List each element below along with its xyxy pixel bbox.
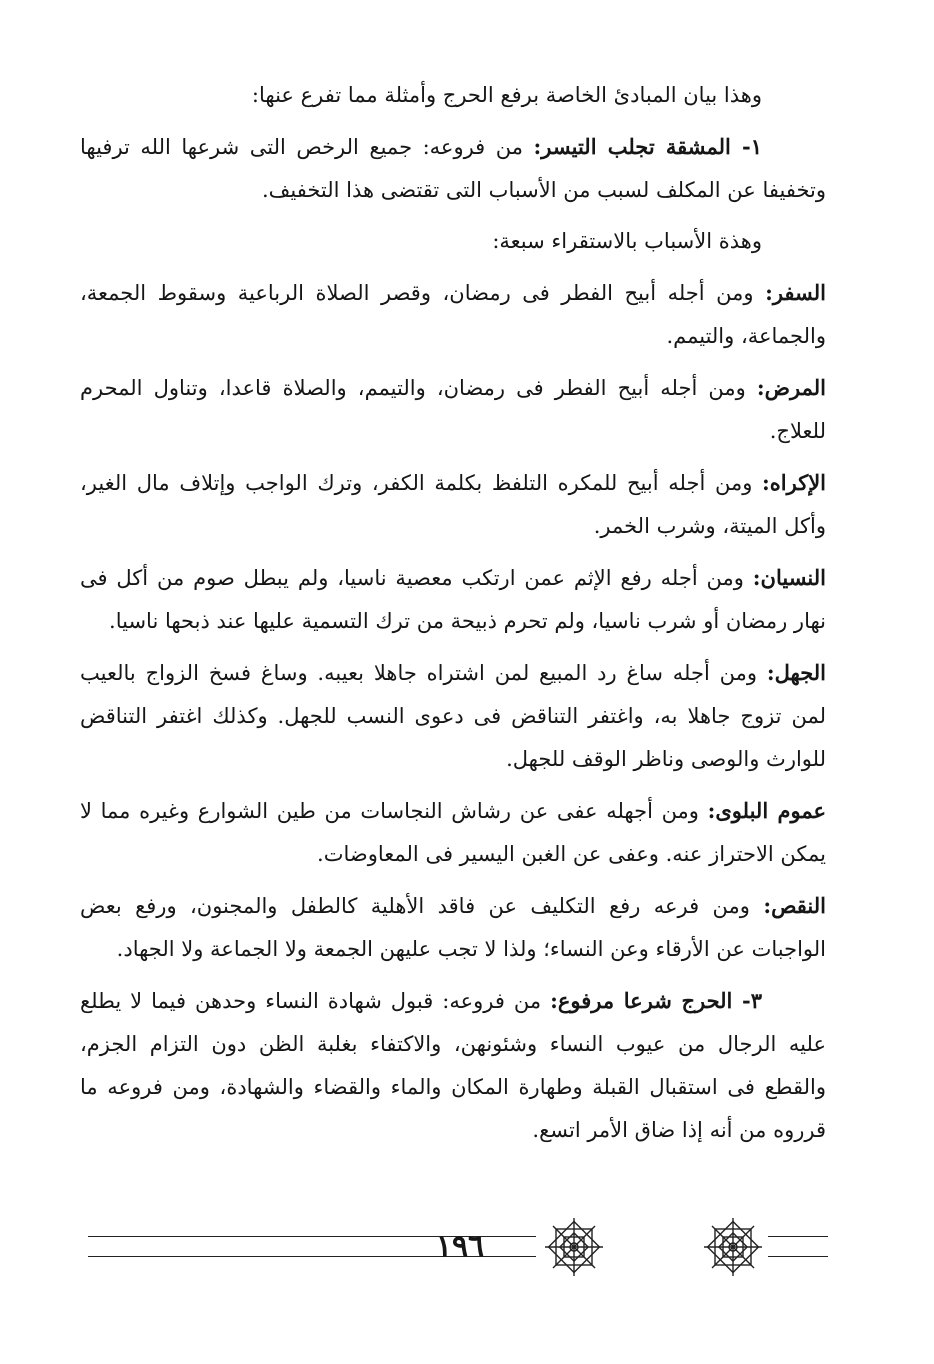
cause-coercion-term: الإكراه: xyxy=(762,470,826,495)
star-lattice-ornament-icon xyxy=(702,1216,764,1278)
cause-coercion-text: ومن أجله أبيح للمكره التلفظ بكلمة الكفر، وترك الواجب وإتلاف مال الغير، وأكل الميتة، وشرب الخمر. xyxy=(80,471,826,538)
cause-deficiency-paragraph xyxy=(80,884,826,971)
cause-deficiency-text: ومن فرعه رفع التكليف عن فاقد الأهلية كالطفل والمجنون، ورفع بعض الواجبات عن الأرقاء وعن النساء؛ ولذا لا تجب عليهن الجمعة ولا الجماعة ولا الجهاد. xyxy=(80,894,826,961)
principle-3-paragraph xyxy=(80,979,826,1152)
cause-forgetfulness-text: ومن أجله رفع الإثم عمن ارتكب معصية ناسيا، ولم يبطل صوم من أكل فى نهار رمضان أو شرب ناسيا، ولم تحرم ذبيحة من ترك التسمية عليها عند ذبحها ناسيا. xyxy=(80,566,826,633)
cause-common-affliction-term: عموم البلوى: xyxy=(707,798,826,823)
cause-coercion-paragraph xyxy=(80,461,826,548)
cause-travel-term: السفر: xyxy=(765,280,826,305)
star-lattice-ornament-icon xyxy=(543,1216,605,1278)
page-body xyxy=(80,74,826,1160)
cause-common-affliction-paragraph xyxy=(80,789,826,876)
cause-forgetfulness-term: النسيان: xyxy=(752,565,826,590)
cause-common-affliction-text: ومن أجهله عفى عن رشاش النجاسات من طين الشوارع وغيره مما لا يمكن الاحتراز عنه. وعفى عن الغبن اليسير فى المعاوضات. xyxy=(80,799,826,866)
cause-ignorance-text: ومن أجله ساغ رد المبيع لمن اشتراه جاهلا بعيبه. وساغ فسخ الزواج بالعيب لمن تزوج جاهلا به، واغتفر التناقض فى دعوى النسب للجهل. وكذلك اغتفر التناقض للوارث والوصى وناظر الوقف للجهل. xyxy=(80,661,826,771)
intro-paragraph: وهذا بيان المبادئ الخاصة برفع الحرج وأمثلة مما تفرع عنها: xyxy=(251,83,762,107)
cause-illness-text: ومن أجله أبيح الفطر فى رمضان، والتيمم، والصلاة قاعدا، وتناول المحرم للعلاج. xyxy=(80,376,826,443)
principle-1-title: ١- المشقة تجلب التيسر: xyxy=(533,134,763,159)
cause-ignorance-paragraph xyxy=(80,651,826,781)
page-footer xyxy=(88,1212,828,1282)
cause-illness-term: المرض: xyxy=(756,375,826,400)
principle-3-text: من فروعه: قبول شهادة النساء وحدهن فيما لا يطلع عليه الرجال من عيوب النساء وشئونهن، والاكتفاء بغلبة الظن دون التزام الجزم، والقطع فى استقبال القبلة وطهارة المكان والماء والقضاء والشهادة، ومن فروعه ما قرروه من أنه إذا ضاق الأمر اتسع. xyxy=(80,989,826,1142)
causes-intro-paragraph: وهذة الأسباب بالاستقراء سبعة: xyxy=(492,229,762,253)
principle-1-text: من فروعه: جميع الرخص التى شرعها الله ترفيها وتخفيفا عن المكلف لسبب من الأسباب التى تقتضى هذا التخفيف. xyxy=(80,135,826,202)
cause-illness-paragraph xyxy=(80,366,826,453)
footer-rule-right-bottom xyxy=(768,1256,828,1257)
cause-deficiency-term: النقص: xyxy=(763,893,826,918)
cause-forgetfulness-paragraph xyxy=(80,556,826,643)
principle-1-paragraph xyxy=(80,125,826,212)
page-number: ١٩٦ xyxy=(435,1229,485,1264)
cause-travel-text: ومن أجله أبيح الفطر فى رمضان، وقصر الصلاة الرباعية وسقوط الجمعة، والجماعة، والتيمم. xyxy=(80,281,826,348)
cause-travel-paragraph xyxy=(80,271,826,358)
footer-rule-right-top xyxy=(768,1236,828,1237)
principle-3-title: ٣- الحرج شرعا مرفوع: xyxy=(550,988,762,1013)
cause-ignorance-term: الجهل: xyxy=(766,660,826,685)
